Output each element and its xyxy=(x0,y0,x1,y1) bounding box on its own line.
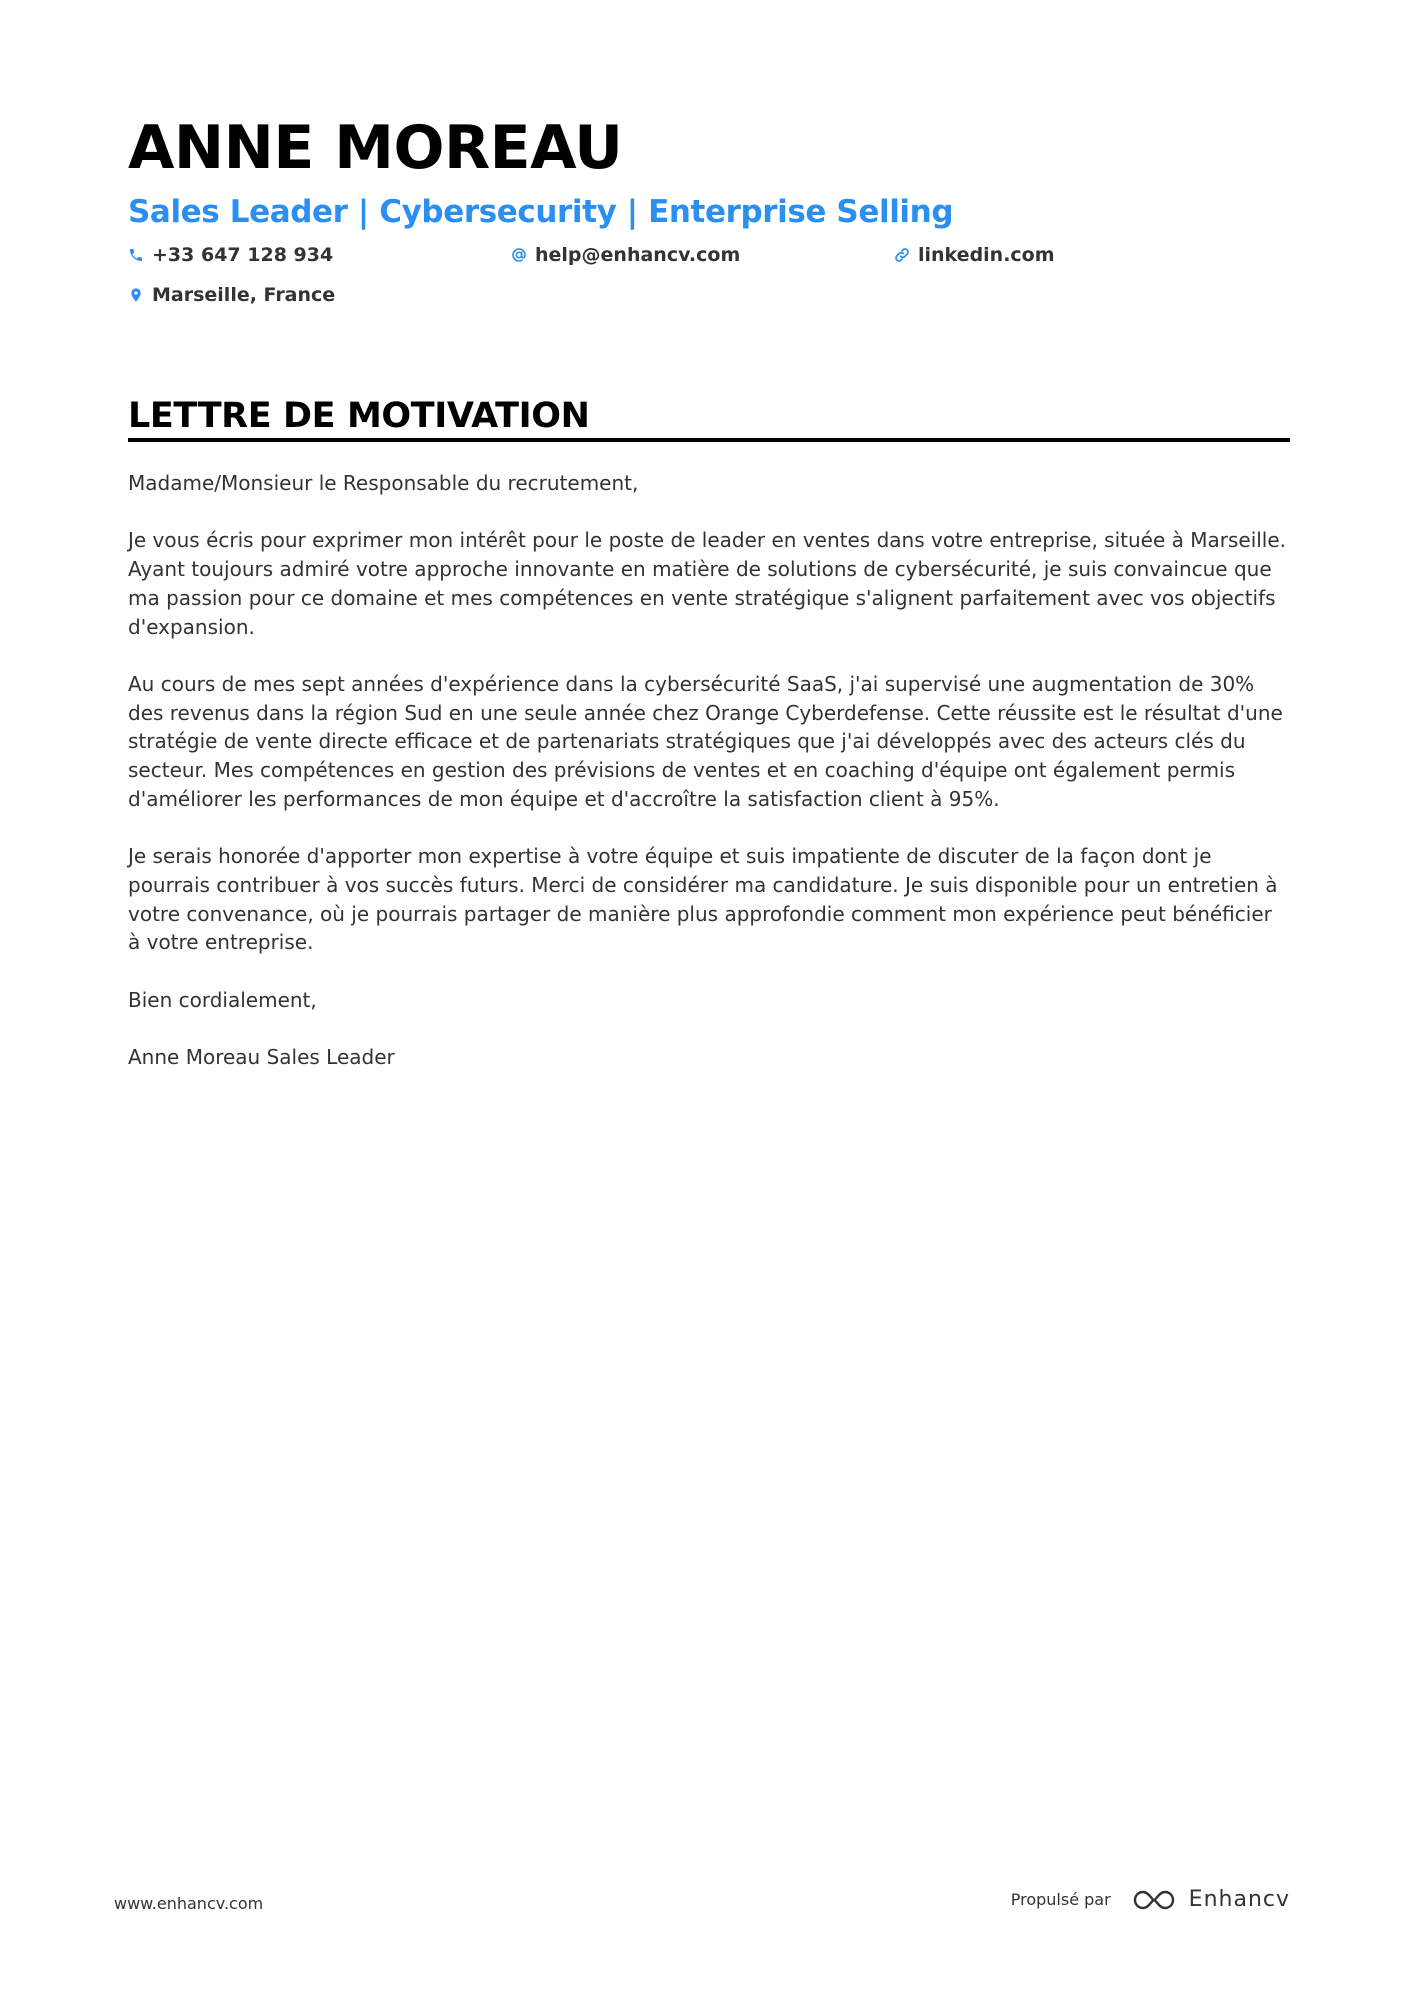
map-pin-icon xyxy=(128,287,144,303)
letter-paragraph: Je serais honorée d'apporter mon expertise à votre équipe et suis impatiente de discuter de la façon dont je pourrais contribuer à vos succès futurs. Merci de considérer ma candidature. Je suis disponible pour un entretien à votre convenance, où je pourrais partager de manière plus approfondie comment mon expérience peut bénéficier à votre entreprise. xyxy=(128,844,1278,955)
phone-icon xyxy=(128,247,144,263)
at-icon xyxy=(511,247,527,263)
letter-closing: Bien cordialement, xyxy=(128,987,317,1012)
location-text: Marseille, France xyxy=(152,284,336,306)
letter-body xyxy=(128,469,1290,1100)
phone-number: +33 647 128 934 xyxy=(152,244,334,266)
enhancv-logo-icon xyxy=(1131,1887,1177,1913)
contact-linkedin xyxy=(894,242,1055,268)
linkedin-url: linkedin.com xyxy=(918,244,1055,266)
letter-signature: Anne Moreau Sales Leader xyxy=(128,1044,395,1069)
letter-paragraph: Je vous écris pour exprimer mon intérêt pour le poste de leader en ventes dans votre entreprise, située à Marseille. Ayant toujours admiré votre approche innovante en matière de solutions de cybersécurité, je suis convaincue que ma passion pour ce domaine et mes compétences en vente stratégique s'alignent parfaitement avec vos objectifs d'expansion. xyxy=(128,528,1287,639)
contact-location xyxy=(128,282,335,308)
footer-url[interactable]: www.enhancv.com xyxy=(114,1894,264,1913)
applicant-headline: Sales Leader | Cybersecurity | Enterprise Selling xyxy=(128,194,954,230)
section-divider xyxy=(128,438,1290,442)
applicant-name: ANNE MOREAU xyxy=(128,113,623,183)
brand-name: Enhancv xyxy=(1188,1887,1290,1912)
footer-brand xyxy=(1011,1886,1290,1914)
email-address: help@enhancv.com xyxy=(535,244,741,266)
letter-greeting: Madame/Monsieur le Responsable du recrutement, xyxy=(128,471,639,495)
link-icon xyxy=(894,247,910,263)
section-title: LETTRE DE MOTIVATION xyxy=(128,396,590,436)
contact-phone xyxy=(128,242,333,268)
powered-by-label: Propulsé par xyxy=(1010,1890,1111,1909)
contact-email xyxy=(511,242,740,268)
letter-paragraph: Au cours de mes sept années d'expérience dans la cybersécurité SaaS, j'ai supervisé une augmentation de 30% des revenus dans la région Sud en une seule année chez Orange Cyberdefense. Cette réussite est le résultat d'une stratégie de vente directe efficace et de partenariats stratégiques que j'ai développés avec des acteurs clés du secteur. Mes compétences en gestion des prévisions de ventes et en coaching d'équipe ont également permis d'améliorer les performances de mon équipe et d'accroître la satisfaction client à 95%. xyxy=(128,671,1283,811)
